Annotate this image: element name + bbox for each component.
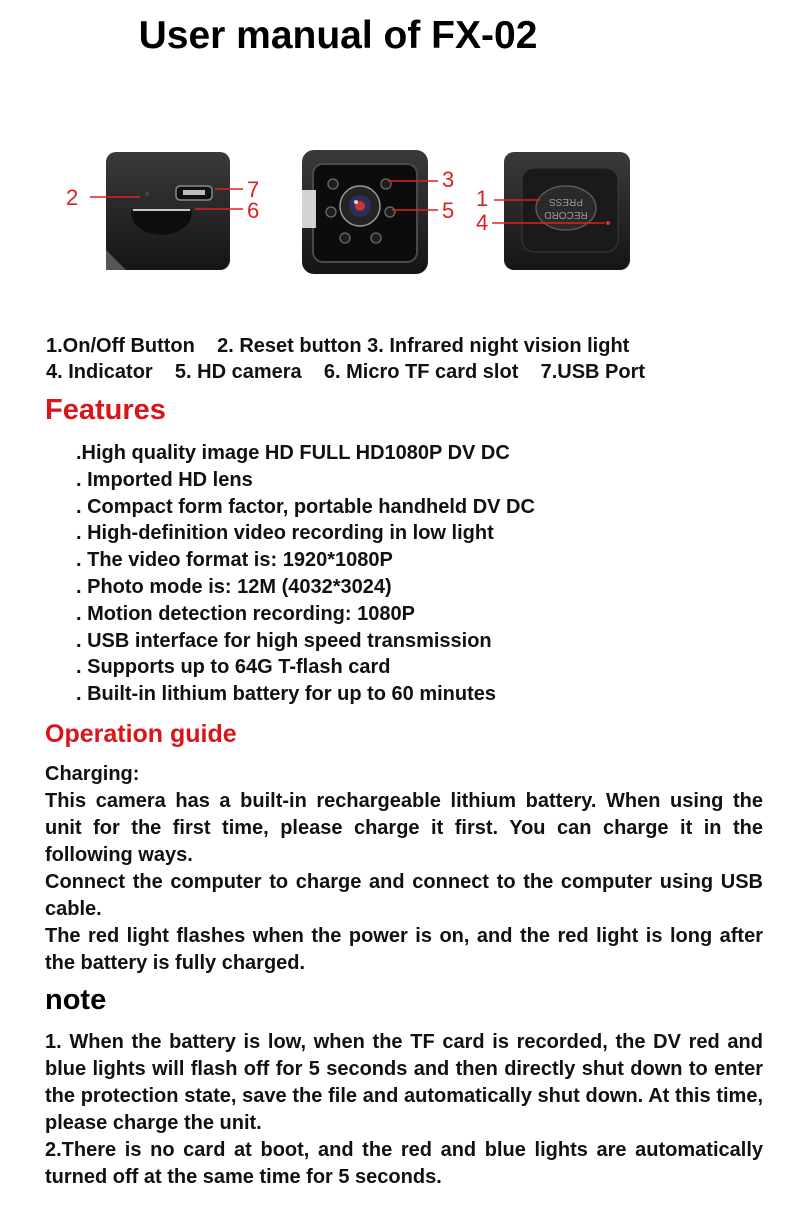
feature-item: . USB interface for high speed transmission [76,629,492,652]
features-heading: Features [45,394,166,426]
parts-legend [46,333,645,385]
label-3: 3 [442,167,455,192]
legend-line: 4. Indicator 5. HD camera 6. Micro TF card slot 7.USB Port [46,361,646,383]
feature-item: . Motion detection recording: 1080P [76,602,415,625]
feature-item: . Compact form factor, portable handheld DV DC [76,495,535,518]
feature-item: . The video format is: 1920*1080P [76,549,393,572]
operation-guide-body [45,761,763,977]
operation-guide-heading: Operation guide [45,720,237,748]
feature-item: . Imported HD lens [76,468,253,491]
label-7: 7 [247,177,260,202]
feature-item: . Supports up to 64G T-flash card [76,656,391,679]
product-diagram [0,140,808,280]
reset-hole-icon [145,192,149,196]
camera-side-view [66,152,259,270]
note-body [45,1029,763,1191]
label-6: 6 [247,198,260,223]
label-1: 1 [476,186,489,211]
label-5: 5 [442,198,455,223]
button-text-press: PRESS [549,196,583,207]
camera-back-view [476,152,630,270]
charging-paragraph-3: The red light flashes when the power is on, and the red light is long after the battery is fully charged. [45,925,763,974]
label-2: 2 [66,185,79,210]
note-heading: note [45,984,107,1016]
legend-line: 1.On/Off Button 2. Reset button 3. Infrared night vision light [46,335,630,357]
charging-paragraph-2: Connect the computer to charge and connect to the computer using USB cable. [45,871,763,920]
feature-item: . Photo mode is: 12M (4032*3024) [76,575,392,598]
note-paragraph-1: 1. When the battery is low, when the TF card is recorded, the DV red and blue lights will flash off for 5 seconds and then directly shut down to enter the protection state, save the file and automatically shut down. At this time, please charge the unit. [45,1031,763,1134]
indicator-light-icon [606,221,610,225]
label-4: 4 [476,210,489,235]
feature-item: .High quality image HD FULL HD1080P DV DC [76,442,510,464]
camera-front-view [302,150,454,274]
feature-item: . Built-in lithium battery for up to 60 minutes [76,683,497,706]
note-paragraph-2: 2.There is no card at boot, and the red and blue lights are automatically turned off at the same time for 5 seconds. [45,1139,763,1188]
charging-label: Charging: [45,763,140,785]
feature-item: . High-definition video recording in low light [76,522,494,545]
charging-paragraph-1: This camera has a built-in rechargeable lithium battery. When using the unit for the first time, please charge it first. You can charge it in the following ways. [45,790,763,866]
features-list [76,440,535,708]
button-text-record: RECORD [544,209,588,220]
page-title: User manual of FX-02 [138,14,538,57]
